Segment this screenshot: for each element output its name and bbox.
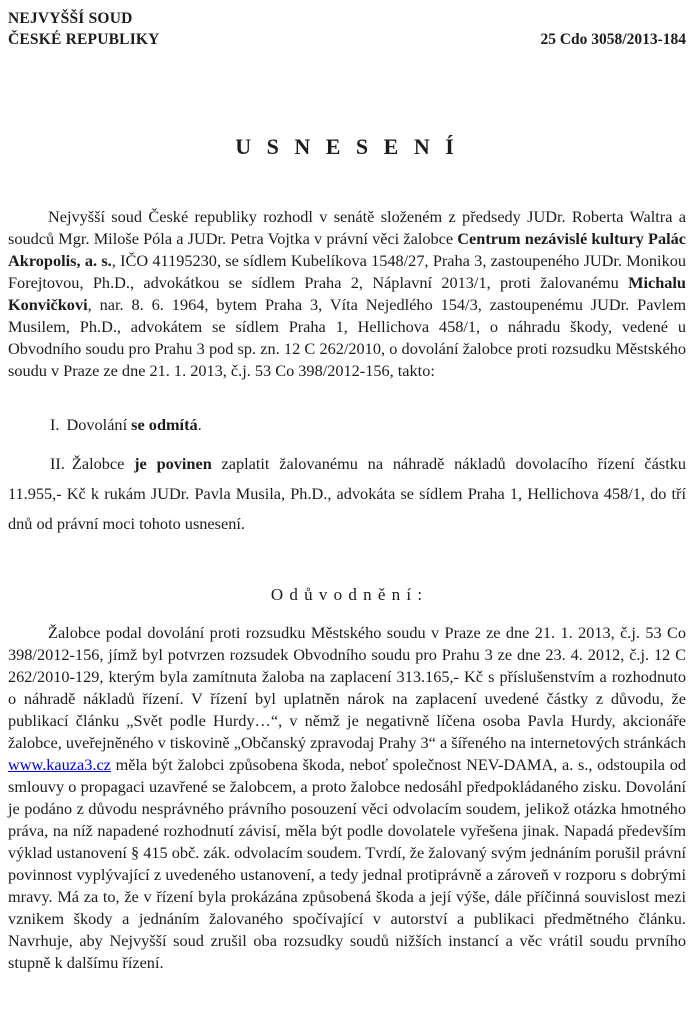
intro-text-after-defendant: , nar. 8. 6. 1964, bytem Praha 3, Víta Nejedlého 154/3, zastoupenému JUDr. Pavlem Musilem, Ph.D., advokátem se sídlem Praha 1, Hellichova 458/1, o náhradu škody, vedené u Obvodního soudu pro Prahu 3 pod sp. zn. 12 C 262/2010, o dovolání žalobce proti rozsudku Městského soudu v Praze ze dne 21. 1. 2013, č.j. 53 Co 398/2012-156, takto: bbox=[8, 295, 686, 380]
ruling-1-text: Dovolání bbox=[66, 415, 132, 434]
court-name-line2: ČESKÉ REPUBLIKY bbox=[8, 31, 160, 48]
court-name bbox=[8, 8, 160, 50]
intro-text-after-plaintiff: , IČO 41195230, se sídlem Kubelíkova 1548/27, Praha 3, zastoupeného JUDr. Monikou Forejtovou, Ph.D., advokátkou se sídlem Praha 2, Náplavní 2013/1, proti žalovanému bbox=[8, 251, 687, 292]
plaintiff-name: Centrum nezávislé kultury Palác Akropolis, a. s. bbox=[8, 229, 686, 270]
ruling-item-2 bbox=[8, 449, 686, 539]
ruling-1-operative: se odmítá bbox=[131, 415, 198, 434]
ruling-1-text-end: . bbox=[197, 415, 202, 434]
reasoning-heading: O d ů v o d n ě n í : bbox=[270, 585, 424, 604]
reasoning-paragraph bbox=[8, 622, 686, 974]
reasoning-text-after-link: měla být žalobci způsobena škoda, neboť společnost NEV-DAMA, a. s., odstoupila od smlouvy o propagaci uzavřené se žalobcem, a proto žalobce nedosáhl předpokládaného zisku. Dovolání je podáno z důvodu nesprávného právního posouzení věci odvolacím soudem, jelikož otázka hmotného práva, na níž napadené rozhodnutí závisí, měla být podle dovolatele vyřešena jinak. Napadá především výklad ustanovení § 415 obč. zák. odvolacím soudem. Tvrdí, že žalovaný svým jednáním porušil právní povinnost vyplývající z uvedeného ustanovení, a tedy jednal protiprávně a zároveň v rozporu s dobrými mravy. Má za to, že v řízení byla prokázána způsobená škoda a její výše, dále příčinná souvislost mezi vznikem škody a jednáním žalovaného spočívající v autorství a publikaci předmětného článku. Navrhuje, aby Nejvyšší soud zrušil oba rozsudky soudů nižších instancí a věc vrátil soudu prvního stupně k dalšímu řízení. bbox=[8, 755, 686, 972]
kauza3-link[interactable]: www.kauza3.cz bbox=[8, 755, 111, 774]
intro-paragraph bbox=[8, 206, 686, 382]
ruling-1-number: I. bbox=[50, 415, 60, 434]
ruling-2-number: II. bbox=[50, 454, 65, 473]
document-title: U S N E S E N Í bbox=[235, 134, 459, 159]
defendant-name: Michalu Konvičkovi bbox=[8, 273, 686, 314]
ruling-2-text: Žalobce bbox=[71, 454, 135, 473]
court-name-line1: NEJVYŠŠÍ SOUD bbox=[8, 10, 133, 27]
case-number: 25 Cdo 3058/2013-184 bbox=[540, 31, 686, 48]
verdict-section bbox=[8, 410, 686, 539]
ruling-2-operative: je povinen bbox=[134, 454, 212, 473]
reasoning-text-before-link: Žalobce podal dovolání proti rozsudku Městského soudu v Praze ze dne 21. 1. 2013, č.j. 53 Co 398/2012-156, jímž byl potvrzen rozsudek Obvodního soudu pro Prahu 3 ze dne 23. 4. 2012, č.j. 12 C 262/2010-129, kterým byla zamítnuta žaloba na zaplacení 313.165,- Kč s příslušenstvím a rozhodnuto o náhradě nákladů řízení. V řízení byl uplatněn nárok na zaplacení uvedené částky z důvodu, že publikací článku „Svět podle Hurdy…“, v němž je negativně líčena osoba Pavla Hurdy, akcionáře žalobce, uveřejněného v tiskovině „Občanský zpravodaj Prahy 3“ a šířeného na internetových stránkách bbox=[8, 623, 686, 752]
ruling-item-1 bbox=[8, 410, 686, 440]
ruling-2-text-end: zaplatit žalovanému na náhradě nákladů dovolacího řízení částku 11.955,- Kč k rukám JUDr. Pavla Musila, Ph.D., advokáta se sídlem Praha 1, Hellichova 458/1, do tří dnů od právní moci tohoto usnesení. bbox=[8, 454, 687, 533]
intro-text-before-plaintiff: Nejvyšší soud České republiky rozhodl v senátě složeném z předsedy JUDr. Roberta Waltra a soudců Mgr. Miloše Póla a JUDr. Petra Vojtka v právní věci žalobce bbox=[8, 207, 686, 248]
document-header bbox=[8, 8, 686, 50]
